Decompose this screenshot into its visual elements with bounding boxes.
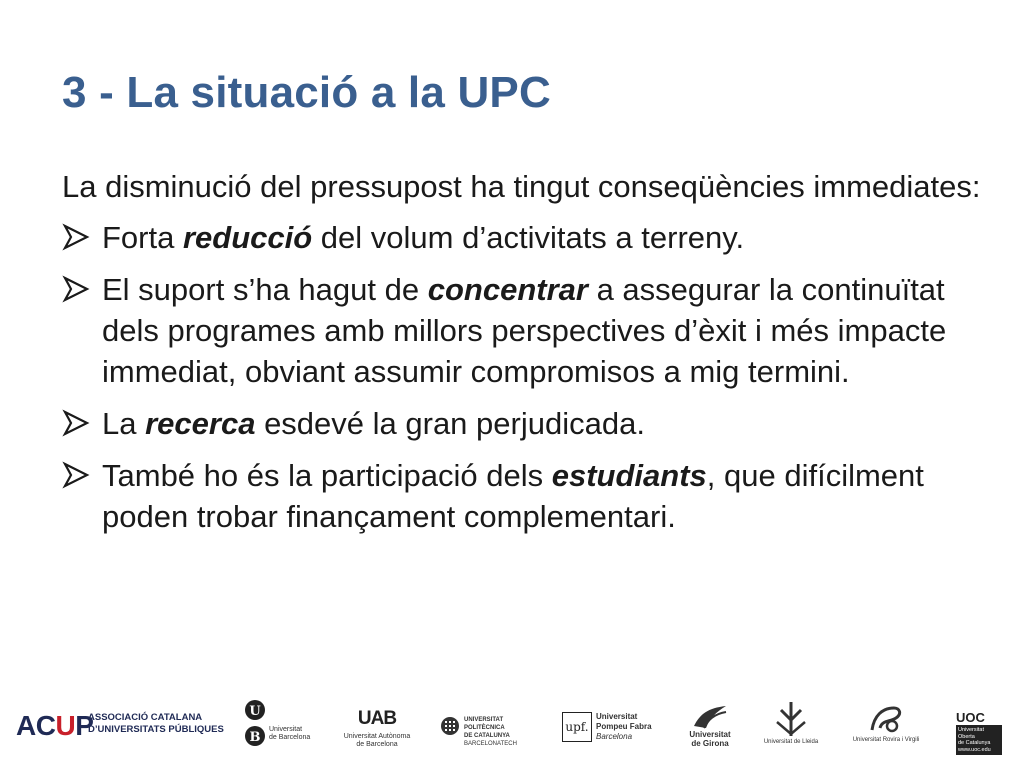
uoc-line3: www.uoc.edu — [958, 746, 991, 753]
uab-line1: Universitat Autònoma — [343, 733, 411, 740]
arrow-bullet-icon — [62, 409, 90, 437]
udg-emblem-icon — [690, 704, 730, 730]
bullet-emphasis: estudiants — [551, 458, 707, 493]
upf-line3: Barcelona — [596, 732, 633, 741]
acup-logo: ACUP ASSOCIACIÓ CATALANA D’UNIVERSITATS PÚBLIQUES — [16, 708, 236, 768]
bullet-list — [62, 217, 1002, 537]
bullet-emphasis: concentrar — [427, 272, 588, 307]
bullet-item — [62, 217, 1002, 258]
bullet-text: a assegurar la continuïtat dels programes amb millors perspectives d’èxit i més impacte immediat, obviant assumir compromisos a mig termini. — [102, 272, 947, 389]
uab-logo — [342, 698, 412, 758]
svg-text:B: B — [249, 730, 261, 745]
upf-logo — [562, 698, 658, 758]
uoc-mark: UOC — [956, 710, 985, 725]
udl-logo — [756, 698, 826, 758]
uoc-line1: Universitat Oberta — [958, 727, 984, 740]
uoc-logo — [956, 698, 1002, 758]
uoc-line2: de Catalunya — [958, 740, 991, 746]
bullet-item — [62, 403, 1002, 444]
bullet-item — [62, 455, 1002, 537]
bullet-text: També ho és la participació dels — [102, 458, 552, 493]
bullet-emphasis: recerca — [145, 406, 256, 441]
bullet-text: El suport s’ha hagut de — [102, 272, 428, 307]
acup-line2: D’UNIVERSITATS PÚBLIQUES — [88, 724, 224, 735]
udl-line1: Universitat de Lleida — [763, 739, 819, 745]
upc-logo — [440, 698, 540, 758]
bullet-text: del volum d’activitats a terreny. — [312, 220, 745, 255]
upc-line1: UNIVERSITAT POLITÈCNICA — [464, 717, 505, 731]
upc-line2: DE CATALUNYA — [464, 733, 510, 739]
slide-body — [62, 166, 1002, 548]
bullet-text: , que difícilment poden trobar finançament complementari. — [102, 458, 924, 534]
upf-line2: Pompeu Fabra — [596, 722, 652, 731]
ub-shield-icon — [244, 698, 266, 752]
udg-logo — [682, 698, 738, 758]
bullet-text: La — [102, 406, 146, 441]
urv-logo — [848, 698, 924, 758]
upf-mark: upf. — [562, 712, 592, 742]
uab-line2: de Barcelona — [356, 741, 398, 748]
uab-mark: UAB — [357, 708, 397, 729]
intro-text: La disminució del pressupost ha tingut conseqüències immediates: — [62, 169, 981, 204]
footer-logo-strip — [0, 690, 1024, 768]
upc-emblem-icon — [440, 716, 460, 736]
bullet-text: Forta — [102, 220, 183, 255]
arrow-bullet-icon — [62, 223, 90, 251]
bullet-item — [62, 269, 1002, 392]
udl-emblem-icon — [775, 700, 807, 738]
ub-logo — [244, 698, 314, 758]
bullet-text: esdevé la gran perjudicada. — [255, 406, 645, 441]
acup-line1: ASSOCIACIÓ CATALANA — [88, 712, 203, 723]
arrow-bullet-icon — [62, 461, 90, 489]
bullet-emphasis: reducció — [182, 220, 313, 255]
urv-emblem-icon — [868, 702, 904, 736]
udg-line2: de Girona — [691, 739, 729, 748]
udg-line1: Universitat — [689, 730, 731, 739]
slide-title: 3 - La situació a la UPC — [62, 68, 551, 117]
urv-line1: Universitat Rovira i Virgili — [852, 737, 920, 743]
upc-line3: BARCELONATECH — [464, 741, 517, 747]
upf-line1: Universitat — [596, 712, 638, 721]
svg-text:U: U — [249, 704, 261, 719]
arrow-bullet-icon — [62, 275, 90, 303]
ub-line1: Universitat — [269, 726, 303, 733]
ub-line2: de Barcelona — [269, 734, 311, 741]
